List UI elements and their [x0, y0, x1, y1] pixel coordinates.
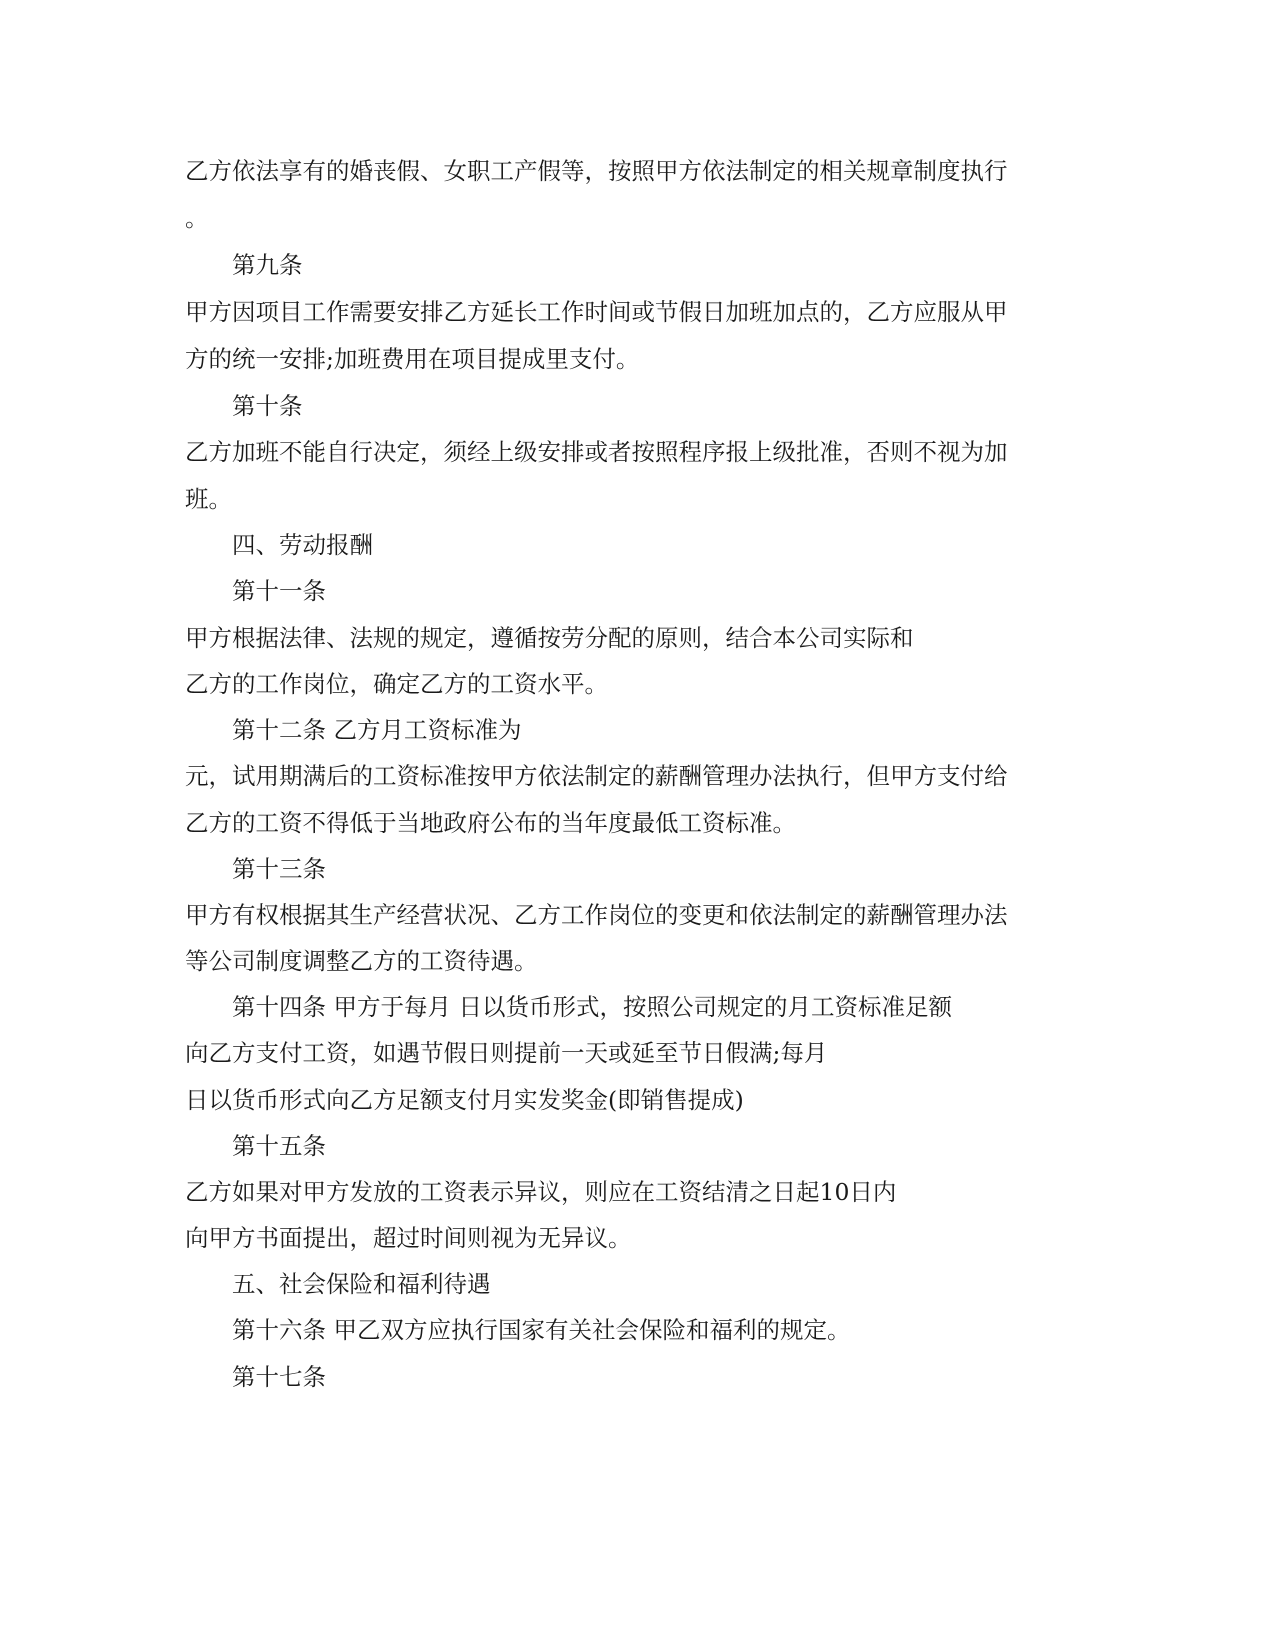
text-line: 乙方加班不能自行决定，须经上级安排或者按照程序报上级批准，否则不视为加 [185, 438, 1008, 466]
article-heading: 第十六条 甲乙双方应执行国家有关社会保险和福利的规定。 [232, 1316, 851, 1344]
text-line: 方的统一安排;加班费用在项目提成里支付。 [185, 345, 640, 373]
article-heading: 第十三条 [232, 855, 326, 883]
text-line: 乙方如果对甲方发放的工资表示异议，则应在工资结清之日起10日内 [185, 1178, 897, 1206]
text-line: 甲方有权根据其生产经营状况、乙方工作岗位的变更和依法制定的薪酬管理办法 [185, 901, 1008, 929]
text-line: 甲方因项目工作需要安排乙方延长工作时间或节假日加班加点的，乙方应服从甲 [185, 298, 1008, 326]
text-line: 向乙方支付工资，如遇节假日则提前一天或延至节日假满;每月 [185, 1039, 828, 1067]
section-heading: 五、社会保险和福利待遇 [232, 1270, 491, 1298]
text-line: 向甲方书面提出，超过时间则视为无异议。 [185, 1224, 632, 1252]
text-line: 甲方根据法律、法规的规定，遵循按劳分配的原则，结合本公司实际和 [185, 624, 914, 652]
article-heading: 第十五条 [232, 1132, 326, 1160]
article-heading: 第十二条 乙方月工资标准为 [232, 716, 522, 744]
text-line: 乙方的工资不得低于当地政府公布的当年度最低工资标准。 [185, 809, 796, 837]
text-line: 元，试用期满后的工资标准按甲方依法制定的薪酬管理办法执行，但甲方支付给 [185, 762, 1008, 790]
article-heading: 第十四条 甲方于每月 日以货币形式，按照公司规定的月工资标准足额 [232, 993, 952, 1021]
text-line: 日以货币形式向乙方足额支付月实发奖金(即销售提成) [185, 1086, 744, 1114]
article-heading: 第十七条 [232, 1363, 326, 1391]
section-heading: 四、劳动报酬 [232, 531, 373, 559]
article-heading: 第十一条 [232, 577, 326, 605]
article-heading: 第九条 [232, 251, 303, 279]
text-line: 等公司制度调整乙方的工资待遇。 [185, 947, 538, 975]
article-heading: 第十条 [232, 392, 303, 420]
text-line: 乙方依法享有的婚丧假、女职工产假等，按照甲方依法制定的相关规章制度执行 [185, 157, 1008, 185]
text-line: 班。 [185, 485, 232, 513]
text-line: 乙方的工作岗位，确定乙方的工资水平。 [185, 670, 608, 698]
text-line: 。 [185, 204, 209, 232]
